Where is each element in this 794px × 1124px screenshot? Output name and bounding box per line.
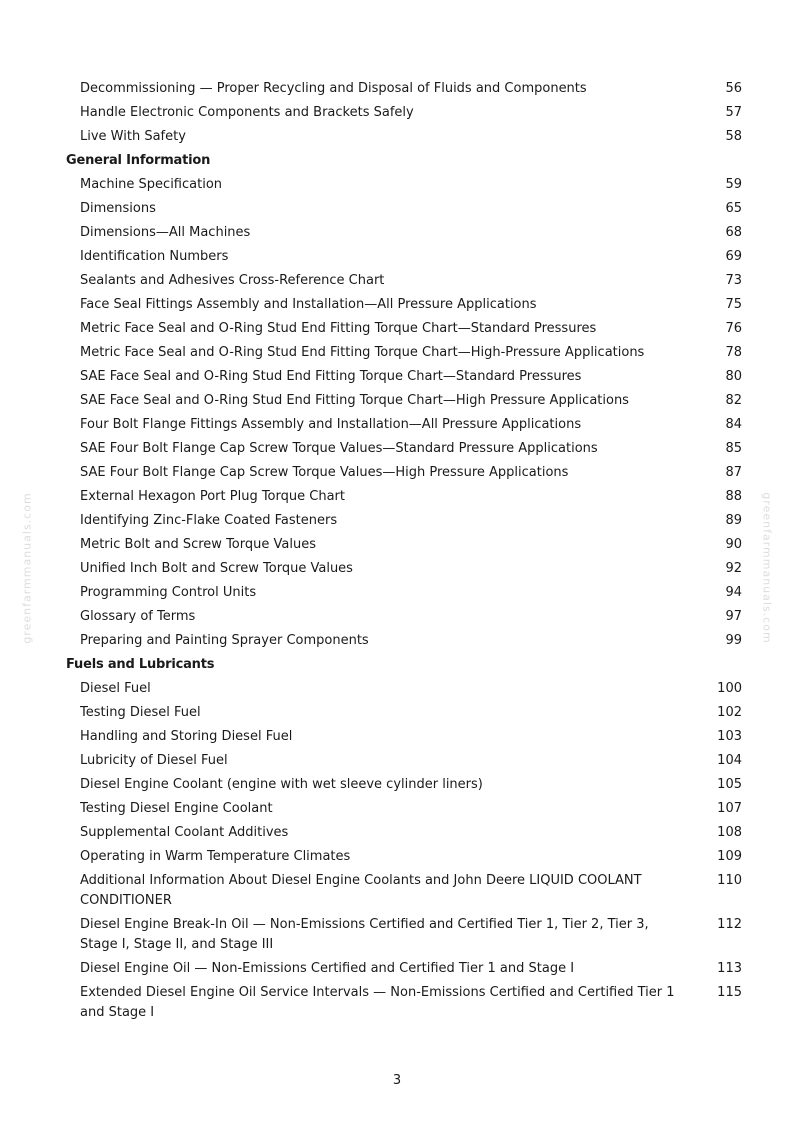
- toc-entry-page-number: 78: [725, 345, 742, 360]
- toc-entry-title: External Hexagon Port Plug Torque Chart: [80, 489, 345, 504]
- toc-entry[interactable]: [0, 485, 794, 509]
- toc-entry-page-number: 58: [725, 129, 742, 144]
- toc-entry-title: Identification Numbers: [80, 249, 229, 264]
- toc-entry[interactable]: [0, 221, 794, 245]
- toc-entry-page-number: 102: [717, 705, 742, 720]
- toc-entry[interactable]: [0, 101, 794, 125]
- toc-entry-page-number: 69: [725, 249, 742, 264]
- toc-entry-page-number: 73: [725, 273, 742, 288]
- toc-entry-title: Testing Diesel Engine Coolant: [80, 801, 273, 816]
- toc-entry-page-number: 87: [725, 465, 742, 480]
- toc-entry[interactable]: [0, 701, 794, 725]
- toc-entry-title: Preparing and Painting Sprayer Components: [80, 633, 369, 648]
- toc-entry-title: Testing Diesel Fuel: [80, 705, 201, 720]
- toc-entry[interactable]: [0, 125, 794, 149]
- toc-entry-page-number: 65: [725, 201, 742, 216]
- toc-entry-title: Dimensions—All Machines: [80, 225, 251, 240]
- toc-entry-page-number: 82: [725, 393, 742, 408]
- toc-entry-title: Metric Bolt and Screw Torque Values: [80, 537, 316, 552]
- toc-entry-page-number: 112: [717, 917, 742, 932]
- toc-entry-page-number: 84: [725, 417, 742, 432]
- toc-entry-title: Additional Information About Diesel Engine Coolants and John Deere LIQUID COOLANT CONDITIONER: [80, 873, 642, 908]
- toc-entry-title: SAE Face Seal and O-Ring Stud End Fitting Torque Chart—High Pressure Applications: [80, 393, 629, 408]
- toc-entry-title: SAE Face Seal and O-Ring Stud End Fitting Torque Chart—Standard Pressures: [80, 369, 582, 384]
- toc-entry[interactable]: [0, 413, 794, 437]
- toc-entry-title: Machine Specification: [80, 177, 223, 192]
- toc-entry-page-number: 110: [717, 873, 742, 888]
- toc-entry-page-number: 56: [725, 81, 742, 96]
- toc-entry-title: Dimensions: [80, 201, 156, 216]
- toc-entry[interactable]: [0, 437, 794, 461]
- toc-entry[interactable]: [0, 981, 794, 1025]
- watermark-right: greenfarmmanuals.com: [760, 492, 774, 644]
- toc-entry-title: Sealants and Adhesives Cross-Reference Chart: [80, 273, 385, 288]
- toc-entry-title: Unified Inch Bolt and Screw Torque Values: [80, 561, 353, 576]
- toc-entry[interactable]: [0, 365, 794, 389]
- toc-entry-page-number: 107: [717, 801, 742, 816]
- toc-entry[interactable]: [0, 677, 794, 701]
- toc-entry-title: Identifying Zinc-Flake Coated Fasteners: [80, 513, 338, 528]
- toc-entry-title: SAE Four Bolt Flange Cap Screw Torque Values—High Pressure Applications: [80, 465, 569, 480]
- toc-entry[interactable]: [0, 629, 794, 653]
- toc-entry[interactable]: [0, 389, 794, 413]
- toc-entry[interactable]: [0, 341, 794, 365]
- toc-entry-title: Live With Safety: [80, 129, 186, 144]
- toc-entry-title: Diesel Engine Coolant (engine with wet sleeve cylinder liners): [80, 777, 483, 792]
- watermark-left: greenfarmmanuals.com: [20, 492, 34, 644]
- toc-entry-page-number: 115: [717, 985, 742, 1000]
- toc-entry-page-number: 97: [725, 609, 742, 624]
- toc-entry-page-number: 85: [725, 441, 742, 456]
- toc-entry-page-number: 59: [725, 177, 742, 192]
- toc-entry-title: Metric Face Seal and O-Ring Stud End Fitting Torque Chart—High-Pressure Applications: [80, 345, 645, 360]
- toc-entry-page-number: 80: [725, 369, 742, 384]
- toc-entry[interactable]: [0, 533, 794, 557]
- toc-entry-page-number: 57: [725, 105, 742, 120]
- toc-entry-title: SAE Four Bolt Flange Cap Screw Torque Values—Standard Pressure Applications: [80, 441, 598, 456]
- toc-entry-page-number: 103: [717, 729, 742, 744]
- table-of-contents: [0, 77, 794, 1025]
- toc-entry-title: Four Bolt Flange Fittings Assembly and Installation—All Pressure Applications: [80, 417, 582, 432]
- toc-entry[interactable]: [0, 197, 794, 221]
- toc-entry-page-number: 75: [725, 297, 742, 312]
- toc-entry-page-number: 104: [717, 753, 742, 768]
- toc-section-heading: General Information: [66, 153, 211, 168]
- toc-entry-page-number: 76: [725, 321, 742, 336]
- toc-entry[interactable]: [0, 749, 794, 773]
- toc-entry[interactable]: [0, 821, 794, 845]
- toc-entry-page-number: 89: [725, 513, 742, 528]
- toc-entry-title: Face Seal Fittings Assembly and Installation—All Pressure Applications: [80, 297, 537, 312]
- toc-entry[interactable]: [0, 317, 794, 341]
- toc-entry-title: Handle Electronic Components and Brackets Safely: [80, 105, 414, 120]
- toc-entry[interactable]: [0, 797, 794, 821]
- toc-entry[interactable]: [0, 77, 794, 101]
- toc-entry[interactable]: [0, 869, 794, 913]
- page-number: 3: [392, 1073, 402, 1088]
- toc-entry-title: Diesel Fuel: [80, 681, 151, 696]
- toc-entry-title: Lubricity of Diesel Fuel: [80, 753, 228, 768]
- toc-entry[interactable]: [0, 461, 794, 485]
- toc-entry-title: Extended Diesel Engine Oil Service Intervals — Non-Emissions Certified and Certified Tier 1 and Stage I: [80, 985, 675, 1020]
- toc-entry-title: Diesel Engine Break-In Oil — Non-Emissions Certified and Certified Tier 1, Tier 2, Tier 3, Stage I, Stage II, and Stage III: [80, 917, 649, 952]
- toc-entry-page-number: 99: [725, 633, 742, 648]
- toc-section-heading: Fuels and Lubricants: [66, 657, 215, 672]
- toc-entry-page-number: 90: [725, 537, 742, 552]
- toc-entry[interactable]: [0, 293, 794, 317]
- toc-entry[interactable]: [0, 913, 794, 957]
- toc-entry-title: Metric Face Seal and O-Ring Stud End Fitting Torque Chart—Standard Pressures: [80, 321, 597, 336]
- toc-entry-page-number: 88: [725, 489, 742, 504]
- toc-entry[interactable]: [0, 509, 794, 533]
- toc-entry[interactable]: [0, 773, 794, 797]
- toc-entry[interactable]: [0, 269, 794, 293]
- toc-entry-title: Diesel Engine Oil — Non-Emissions Certified and Certified Tier 1 and Stage I: [80, 961, 575, 976]
- toc-entry-page-number: 100: [717, 681, 742, 696]
- toc-entry-title: Programming Control Units: [80, 585, 257, 600]
- toc-entry-page-number: 92: [725, 561, 742, 576]
- toc-entry-title: Operating in Warm Temperature Climates: [80, 849, 351, 864]
- toc-entry-page-number: 113: [717, 961, 742, 976]
- toc-entry-page-number: 108: [717, 825, 742, 840]
- toc-entry[interactable]: [0, 605, 794, 629]
- toc-entry[interactable]: [0, 845, 794, 869]
- toc-entry[interactable]: [0, 957, 794, 981]
- toc-entry-title: Handling and Storing Diesel Fuel: [80, 729, 293, 744]
- toc-entry[interactable]: [0, 245, 794, 269]
- toc-entry-page-number: 68: [725, 225, 742, 240]
- toc-entry[interactable]: [0, 173, 794, 197]
- toc-entry[interactable]: [0, 557, 794, 581]
- toc-entry-title: Glossary of Terms: [80, 609, 196, 624]
- toc-entry-page-number: 109: [717, 849, 742, 864]
- toc-entry-page-number: 105: [717, 777, 742, 792]
- toc-entry-page-number: 94: [725, 585, 742, 600]
- toc-entry-title: Decommissioning — Proper Recycling and Disposal of Fluids and Components: [80, 81, 587, 96]
- toc-entry[interactable]: [0, 581, 794, 605]
- toc-entry-title: Supplemental Coolant Additives: [80, 825, 289, 840]
- toc-entry[interactable]: [0, 725, 794, 749]
